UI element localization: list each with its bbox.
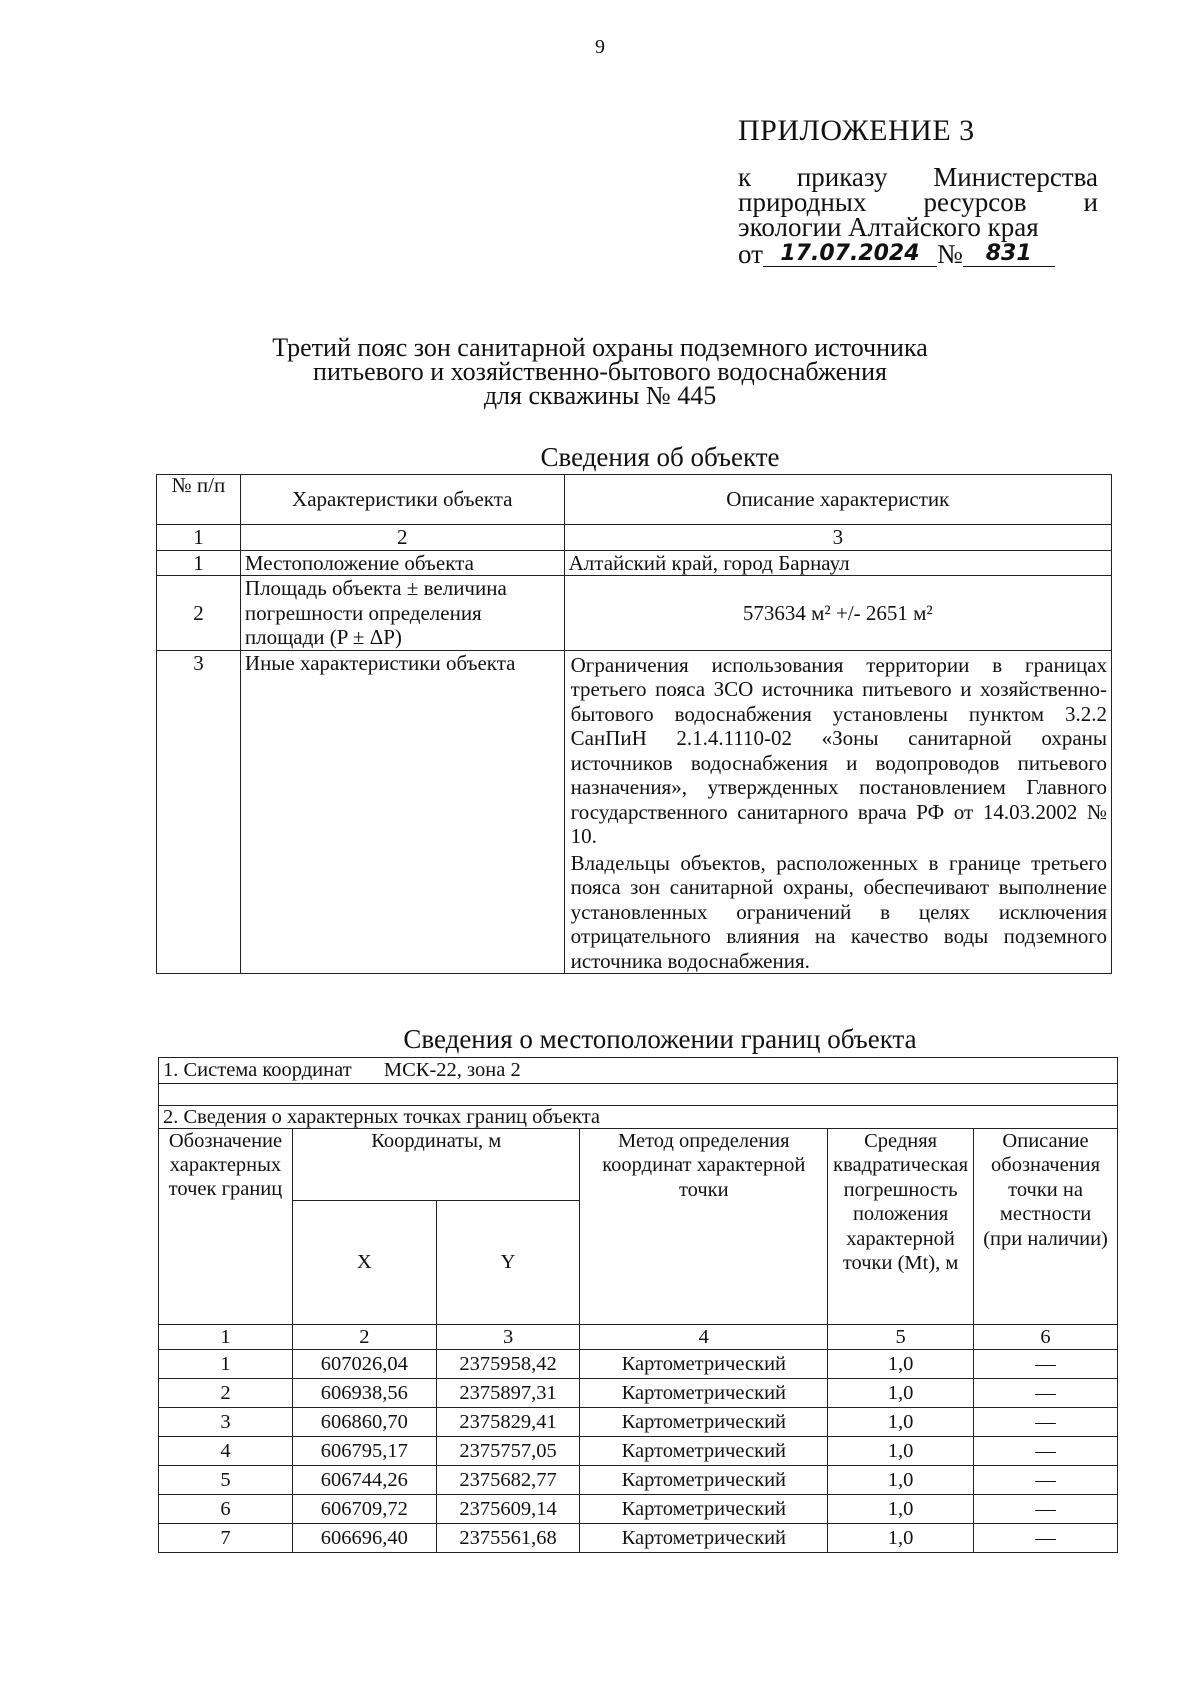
table-row bbox=[159, 1350, 1118, 1379]
point-y-cell: 2375958,42 bbox=[436, 1350, 580, 1379]
point-desc-cell: — bbox=[974, 1437, 1118, 1466]
table-row: 3 Иные характеристики объекта Ограничения использования территории в границах третьего пояса ЗСО источника питьевого и хозяйственно-бытового водоснабжения установлены пунктом 3.2.2 СанПиН 2.1.4.1110-02 «Зоны санитарной охраны источников водоснабжения и водопроводов питьевого назначения», утвержденных постановлением Главного государственного санитарного врача РФ от 14.03.2002 № 10. Владельцы объектов, расположенных в границе третьего пояса зон санитарной охраны, обеспечивают выполнение установленных ограничений в целях исключения отрицательного влияния на качество воды подземного источника водоснабжения. bbox=[157, 650, 1112, 974]
handwritten-date: 17.07.2024 bbox=[763, 242, 937, 267]
page-number: 9 bbox=[595, 36, 605, 58]
point-x-cell: 606709,72 bbox=[292, 1495, 436, 1524]
appendix-line-3: экологии Алтайского края bbox=[738, 212, 1039, 242]
table-header-row: Обозначение характерных точек границ Координаты, м Метод определения координат характерной точки Средняя квадратическая погрешность положения характерной точки (Mt), м Описание обозначения точки на местности (при наличии) bbox=[159, 1128, 1118, 1200]
point-desc-cell: — bbox=[974, 1379, 1118, 1408]
point-id-cell: 1 bbox=[159, 1350, 293, 1379]
point-method-cell: Картометрический bbox=[580, 1437, 828, 1466]
point-y-cell: 2375897,31 bbox=[436, 1379, 580, 1408]
point-method-cell: Картометрический bbox=[580, 1408, 828, 1437]
table-row: 1 Местоположение объекта Алтайский край, город Барнаул bbox=[157, 550, 1112, 576]
point-desc-cell: — bbox=[974, 1524, 1118, 1553]
point-mt-cell: 1,0 bbox=[828, 1437, 974, 1466]
document-title: Третий пояс зон санитарной охраны подземного источника питьевого и хозяйственно-бытового водоснабжения для скважины № 445 bbox=[272, 333, 928, 410]
coord-system-row: 1. Система координат МСК-22, зона 2 bbox=[159, 1058, 1118, 1084]
point-x-cell: 606795,17 bbox=[292, 1437, 436, 1466]
points-label-row: 2. Сведения о характерных точках границ объекта bbox=[159, 1105, 1118, 1128]
point-mt-cell: 1,0 bbox=[828, 1350, 974, 1379]
appendix-block bbox=[738, 114, 1098, 269]
table-row bbox=[159, 1379, 1118, 1408]
appendix-line-1: к приказу Министерства bbox=[738, 162, 1098, 192]
point-desc-cell: — bbox=[974, 1408, 1118, 1437]
point-method-cell: Картометрический bbox=[580, 1495, 828, 1524]
object-info-table bbox=[156, 474, 1112, 974]
point-mt-cell: 1,0 bbox=[828, 1466, 974, 1495]
object-info-title: Сведения об объекте bbox=[540, 442, 780, 472]
appendix-title: ПРИЛОЖЕНИЕ 3 bbox=[738, 114, 975, 147]
point-mt-cell: 1,0 bbox=[828, 1379, 974, 1408]
point-method-cell: Картометрический bbox=[580, 1379, 828, 1408]
order-date-number: от 17.07.2024 № 831 bbox=[738, 242, 1098, 267]
point-desc-cell: — bbox=[974, 1495, 1118, 1524]
point-id-cell: 3 bbox=[159, 1408, 293, 1437]
table-row bbox=[159, 1437, 1118, 1466]
table-header-row: № п/п Характеристики объекта Описание характеристик bbox=[157, 475, 1112, 525]
point-mt-cell: 1,0 bbox=[828, 1408, 974, 1437]
boundaries-table bbox=[158, 1057, 1118, 1553]
point-id-cell: 5 bbox=[159, 1466, 293, 1495]
spacer-row bbox=[159, 1083, 1118, 1105]
point-method-cell: Картометрический bbox=[580, 1466, 828, 1495]
table-column-numbers: 1 2 3 bbox=[157, 525, 1112, 551]
point-method-cell: Картометрический bbox=[580, 1350, 828, 1379]
point-mt-cell: 1,0 bbox=[828, 1524, 974, 1553]
point-y-cell: 2375609,14 bbox=[436, 1495, 580, 1524]
table-row bbox=[159, 1524, 1118, 1553]
table-column-numbers: 1 2 3 4 5 6 bbox=[159, 1324, 1118, 1350]
point-y-cell: 2375561,68 bbox=[436, 1524, 580, 1553]
point-method-cell: Картометрический bbox=[580, 1524, 828, 1553]
point-id-cell: 7 bbox=[159, 1524, 293, 1553]
point-x-cell: 606860,70 bbox=[292, 1408, 436, 1437]
point-desc-cell: — bbox=[974, 1466, 1118, 1495]
point-x-cell: 606744,26 bbox=[292, 1466, 436, 1495]
point-id-cell: 6 bbox=[159, 1495, 293, 1524]
table-subheader-row: X Y bbox=[159, 1200, 1118, 1324]
point-desc-cell: — bbox=[974, 1350, 1118, 1379]
point-y-cell: 2375829,41 bbox=[436, 1408, 580, 1437]
point-mt-cell: 1,0 bbox=[828, 1495, 974, 1524]
points-table-body bbox=[159, 1350, 1118, 1553]
table-row bbox=[159, 1495, 1118, 1524]
table-row bbox=[159, 1466, 1118, 1495]
point-x-cell: 607026,04 bbox=[292, 1350, 436, 1379]
appendix-line-2: природных ресурсов и bbox=[738, 187, 1098, 217]
point-y-cell: 2375757,05 bbox=[436, 1437, 580, 1466]
table-row: 2 Площадь объекта ± величина погрешности определения площади (P ± ΔP) 573634 м² +/- 2651 м² bbox=[157, 576, 1112, 651]
point-id-cell: 2 bbox=[159, 1379, 293, 1408]
boundaries-title: Сведения о местоположении границ объекта bbox=[403, 1024, 917, 1054]
point-x-cell: 606696,40 bbox=[292, 1524, 436, 1553]
point-x-cell: 606938,56 bbox=[292, 1379, 436, 1408]
point-id-cell: 4 bbox=[159, 1437, 293, 1466]
point-y-cell: 2375682,77 bbox=[436, 1466, 580, 1495]
table-row bbox=[159, 1408, 1118, 1437]
handwritten-number: 831 bbox=[963, 242, 1055, 267]
